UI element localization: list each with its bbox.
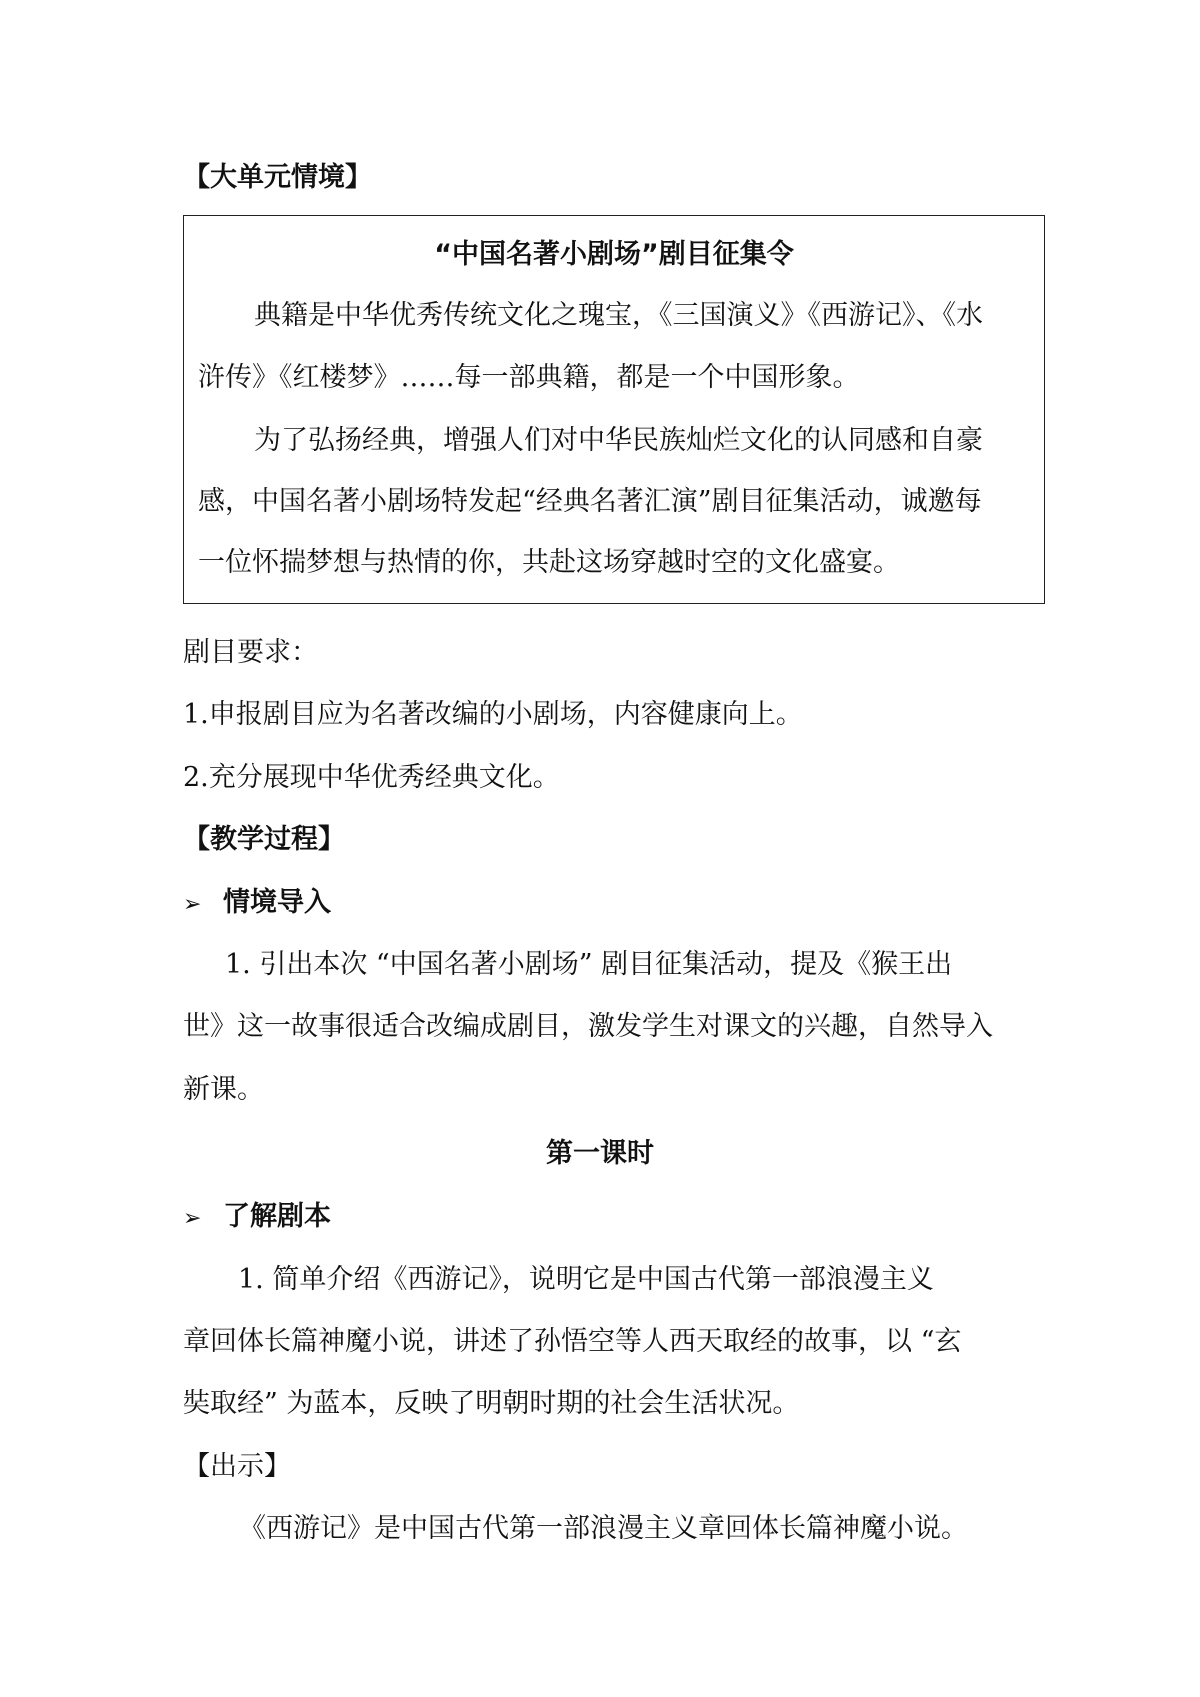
requirement-item-1: 1.申报剧目应为名著改编的小剧场，内容健康向上。 bbox=[183, 699, 803, 730]
section-title: 情境导入 bbox=[223, 887, 331, 918]
scenario-p2-line2: 感，中国名著小剧场特发起“经典名著汇演”剧目征集活动，诚邀每 bbox=[198, 486, 982, 517]
intro-item-line1: 1. 引出本次 “中国名著小剧场” 剧目征集活动，提及《猴王出 bbox=[225, 949, 953, 980]
intro-item-line2: 世》这一故事很适合改编成剧目，激发学生对课文的兴趣，自然导入 bbox=[183, 1011, 993, 1042]
section-situation-intro bbox=[183, 885, 331, 923]
scenario-p1-line2: 浒传》《红楼梦》……每一部典籍，都是一个中国形象。 bbox=[198, 362, 860, 393]
lesson-title: 第一课时 bbox=[546, 1138, 654, 1169]
arrow-bullet-icon: ➢ bbox=[183, 1206, 202, 1231]
arrow-bullet-icon: ➢ bbox=[183, 892, 202, 917]
requirement-item-2: 2.充分展现中华优秀经典文化。 bbox=[183, 762, 560, 793]
scenario-p1-line1: 典籍是中华优秀传统文化之瑰宝，《三国演义》《西游记》、《水 bbox=[254, 300, 983, 331]
show-text: 《西游记》是中国古代第一部浪漫主义章回体长篇神魔小说。 bbox=[239, 1513, 968, 1544]
section-title: 了解剧本 bbox=[223, 1201, 331, 1232]
scenario-box bbox=[183, 215, 1045, 604]
scenario-p2-line3: 一位怀揣梦想与热情的你，共赴这场穿越时空的文化盛宴。 bbox=[198, 547, 900, 578]
intro-item-line3: 新课。 bbox=[183, 1074, 264, 1105]
teaching-process-heading: 【教学过程】 bbox=[183, 824, 345, 855]
section-understand-script bbox=[183, 1199, 331, 1237]
scenario-p2-line1: 为了弘扬经典，增强人们对中华民族灿烂文化的认同感和自豪 bbox=[254, 425, 983, 456]
script-item-line1: 1. 简单介绍《西游记》，说明它是中国古代第一部浪漫主义 bbox=[238, 1264, 934, 1295]
unit-scenario-heading: 【大单元情境】 bbox=[183, 162, 372, 193]
requirements-label: 剧目要求： bbox=[183, 637, 318, 668]
script-item-line3: 奘取经” 为蓝本，反映了明朝时期的社会生活状况。 bbox=[183, 1388, 800, 1419]
scenario-box-title: “中国名著小剧场”剧目征集令 bbox=[434, 239, 794, 270]
script-item-line2: 章回体长篇神魔小说，讲述了孙悟空等人西天取经的故事，以 “玄 bbox=[183, 1326, 962, 1357]
show-label: 【出示】 bbox=[183, 1451, 291, 1482]
